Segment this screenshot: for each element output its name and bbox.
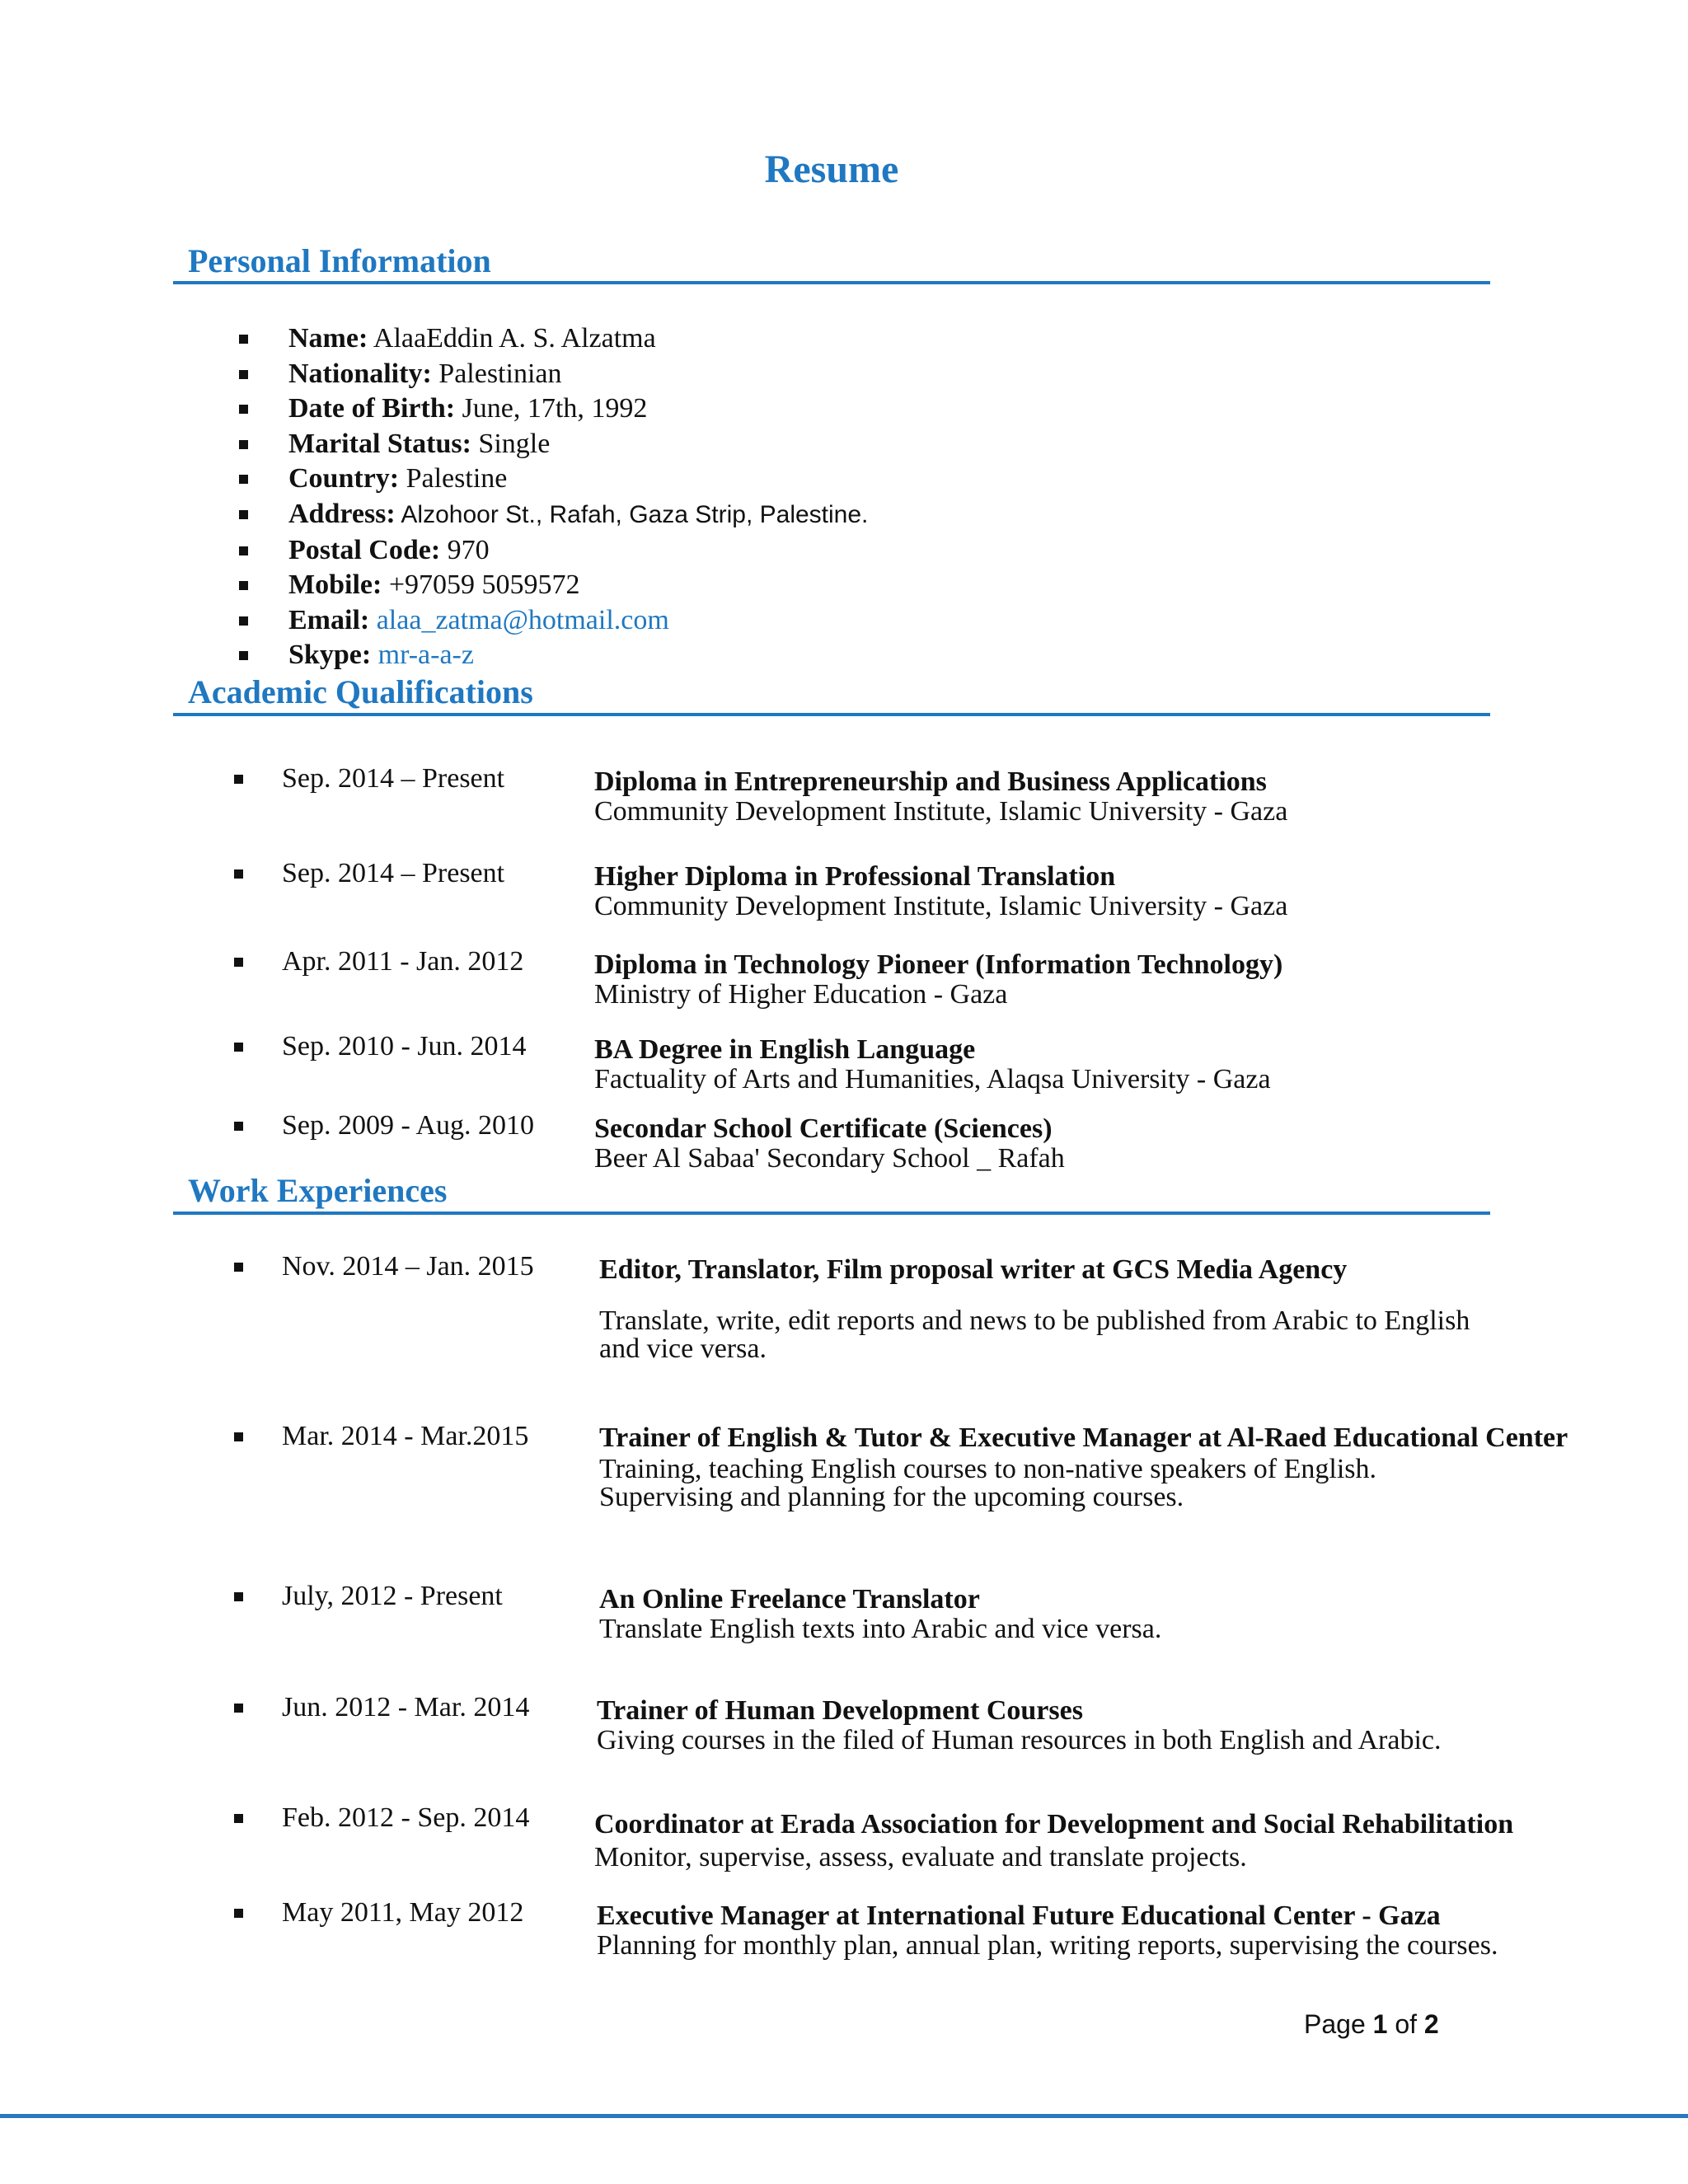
skype-link[interactable]: mr-a-a-z xyxy=(371,640,474,671)
bullet-icon xyxy=(239,546,248,555)
bullet-icon xyxy=(239,440,248,449)
entry-date: Jun. 2012 - Mar. 2014 xyxy=(282,1692,530,1722)
personal-item-postal-code: Postal Code: 970 xyxy=(239,533,1393,569)
entry-title: Coordinator at Erada Association for Development and Social Rehabilitation xyxy=(594,1809,1514,1840)
entry-date: July, 2012 - Present xyxy=(282,1581,503,1611)
entry-title: Secondar School Certificate (Sciences) xyxy=(594,1113,1053,1144)
entry-title: An Online Freelance Translator xyxy=(599,1584,980,1615)
bullet-icon xyxy=(239,335,248,344)
bullet-icon xyxy=(239,475,248,484)
bullet-icon xyxy=(234,1122,243,1131)
section-heading-work: Work Experiences xyxy=(188,1172,448,1209)
entry-detail: Monitor, supervise, assess, evaluate and translate projects. xyxy=(594,1842,1247,1872)
entry-detail: Giving courses in the filed of Human resources in both English and Arabic. xyxy=(597,1725,1442,1755)
section-heading-academic: Academic Qualifications xyxy=(188,673,533,710)
page-number: Page 1 of 2 xyxy=(1304,2009,1439,2039)
entry-date: May 2011, May 2012 xyxy=(282,1897,524,1928)
bullet-icon xyxy=(234,1043,243,1052)
personal-item-address: Address: Alzohoor St., Rafah, Gaza Strip, Palestine. xyxy=(239,497,1393,533)
personal-item-dob: Date of Birth: June, 17th, 1992 xyxy=(239,391,1393,427)
entry-date: Sep. 2009 - Aug. 2010 xyxy=(282,1110,534,1141)
bullet-icon xyxy=(234,869,243,879)
entry-title: Executive Manager at International Future Educational Center - Gaza xyxy=(597,1900,1441,1931)
entry-date: Sep. 2014 – Present xyxy=(282,858,505,888)
entry-title: Diploma in Entrepreneurship and Business Applications xyxy=(594,766,1267,797)
bullet-icon xyxy=(234,1432,243,1441)
bullet-icon xyxy=(239,651,248,660)
entry-date: Nov. 2014 – Jan. 2015 xyxy=(282,1251,534,1282)
entry-date: Feb. 2012 - Sep. 2014 xyxy=(282,1802,530,1833)
section-divider xyxy=(173,1212,1490,1215)
bullet-icon xyxy=(234,1909,243,1918)
bullet-icon xyxy=(234,1704,243,1713)
entry-detail: Community Development Institute, Islamic University - Gaza xyxy=(594,796,1288,827)
entry-title: Trainer of Human Development Courses xyxy=(597,1695,1083,1726)
personal-info-list xyxy=(239,321,1393,673)
entry-date: Apr. 2011 - Jan. 2012 xyxy=(282,946,524,977)
personal-item-mobile: Mobile: +97059 5059572 xyxy=(239,568,1393,603)
entry-detail: Community Development Institute, Islamic University - Gaza xyxy=(594,891,1288,921)
entry-detail: Ministry of Higher Education - Gaza xyxy=(594,979,1008,1010)
entry-detail: Planning for monthly plan, annual plan, writing reports, supervising the courses. xyxy=(597,1930,1498,1961)
personal-item-nationality: Nationality: Palestinian xyxy=(239,357,1393,392)
bullet-icon xyxy=(239,616,248,626)
bullet-icon xyxy=(239,581,248,590)
bullet-icon xyxy=(239,370,248,379)
entry-date: Sep. 2010 - Jun. 2014 xyxy=(282,1031,527,1062)
section-divider xyxy=(173,281,1490,284)
email-link[interactable]: alaa_zatma@hotmail.com xyxy=(369,604,669,635)
bullet-icon xyxy=(234,958,243,967)
bullet-icon xyxy=(234,1592,243,1601)
entry-title: Trainer of English & Tutor & Executive Manager at Al-Raed Educational Center xyxy=(599,1422,1568,1453)
entry-detail: Translate, write, edit reports and news to be published from Arabic to English xyxy=(599,1305,1470,1336)
entry-detail: Factuality of Arts and Humanities, Alaqsa University - Gaza xyxy=(594,1064,1271,1094)
personal-item-email: Email: alaa_zatma@hotmail.com xyxy=(239,603,1393,639)
footer-divider xyxy=(0,2114,1688,2118)
section-heading-personal: Personal Information xyxy=(188,242,491,279)
entry-date: Sep. 2014 – Present xyxy=(282,763,505,794)
entry-date: Mar. 2014 - Mar.2015 xyxy=(282,1421,529,1451)
entry-detail: and vice versa. xyxy=(599,1333,767,1364)
entry-title: BA Degree in English Language xyxy=(594,1034,976,1065)
entry-title: Editor, Translator, Film proposal writer at GCS Media Agency xyxy=(599,1254,1348,1285)
entry-detail: Translate English texts into Arabic and vice versa. xyxy=(599,1614,1162,1644)
bullet-icon xyxy=(234,1263,243,1272)
entry-detail: Beer Al Sabaa' Secondary School _ Rafah xyxy=(594,1143,1065,1174)
personal-item-marital-status: Marital Status: Single xyxy=(239,427,1393,462)
section-divider xyxy=(173,713,1490,716)
entry-detail: Supervising and planning for the upcoming courses. xyxy=(599,1482,1184,1512)
personal-item-country: Country: Palestine xyxy=(239,462,1393,497)
personal-item-skype: Skype: mr-a-a-z xyxy=(239,638,1393,673)
bullet-icon xyxy=(239,405,248,414)
entry-detail: Training, teaching English courses to non-native speakers of English. xyxy=(599,1454,1377,1484)
bullet-icon xyxy=(239,510,248,519)
personal-item-name: Name: AlaaEddin A. S. Alzatma xyxy=(239,321,1393,357)
bullet-icon xyxy=(234,1814,243,1823)
entry-title: Diploma in Technology Pioneer (Information Technology) xyxy=(594,949,1283,980)
resume-title: Resume xyxy=(764,148,899,191)
entry-title: Higher Diploma in Professional Translation xyxy=(594,861,1116,892)
bullet-icon xyxy=(234,775,243,784)
